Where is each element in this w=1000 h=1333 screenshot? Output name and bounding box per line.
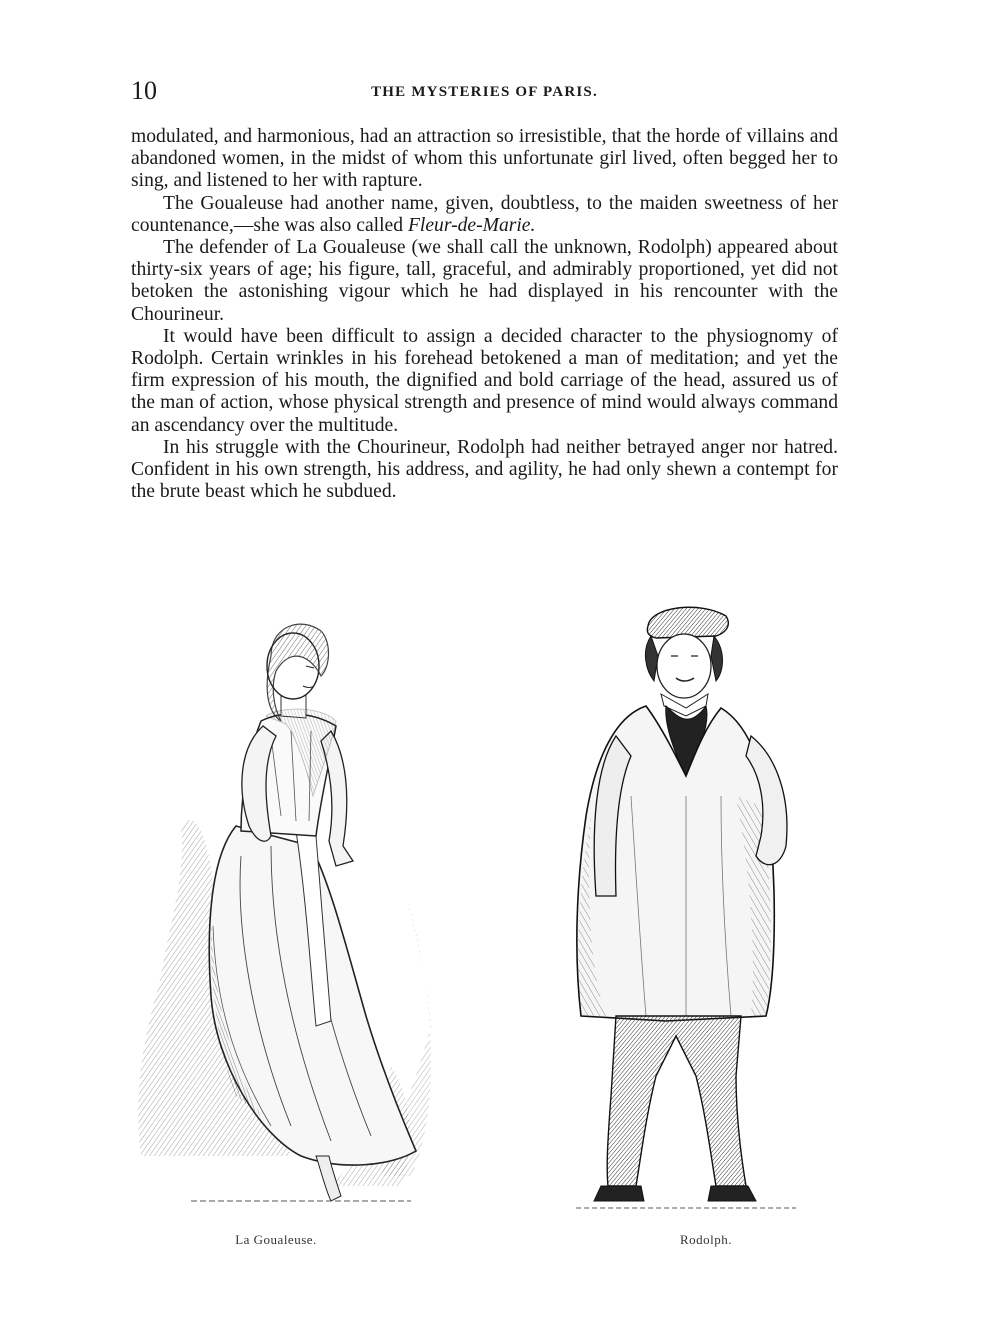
- illustrations: [131, 596, 838, 1256]
- rodolph-engraving: [536, 596, 836, 1216]
- paragraph: [131, 193, 838, 237]
- caption-la-goualeuse: La Goualeuse.: [235, 1232, 317, 1247]
- running-head: THE MYSTERIES OF PARIS.: [371, 84, 598, 100]
- paragraph: modulated, and harmonious, had an attraction so irresistible, that the horde of villains and abandoned women, in the midst of whom this unfortunate girl lived, often begged her to sing, and listened to her with rapture.: [131, 126, 838, 192]
- paragraph-text: The Goualeuse had another name, given, doubtless, to the maiden sweetness of her countenance,—she was also called: [131, 192, 838, 236]
- man-figure-illustration: [536, 596, 836, 1216]
- caption-rodolph: Rodolph.: [679, 1232, 733, 1247]
- paragraph: In his struggle with the Chourineur, Rodolph had neither betrayed anger nor hatred. Confident in his own strength, his address, and agility, he had only shewn a contempt for the brute beast which he subdued.: [131, 436, 838, 503]
- paragraph: The defender of La Goualeuse (we shall call the unknown, Rodolph) appeared about thirty-six years of age; his figure, tall, graceful, and admirably proportioned, yet did not betoken the astonishing vigour which he had displayed in his rencounter with the Chourineur.: [131, 237, 838, 325]
- body-text: [131, 126, 838, 503]
- page-header: [131, 74, 838, 108]
- paragraph: It would have been difficult to assign a decided character to the physiognomy of Rodolph. Certain wrinkles in his forehead betokened a man of meditation; and yet the firm expression of his mouth, the dignified and bold carriage of the head, assured us of the man of action, whose physical strength and presence of mind would always command an ascendancy over the multitude.: [131, 325, 838, 436]
- page-number: 10: [131, 76, 157, 105]
- woman-figure-illustration: [131, 596, 431, 1216]
- la-goualeuse-engraving: [131, 596, 431, 1216]
- italic-name: Fleur-de-Marie.: [407, 214, 536, 236]
